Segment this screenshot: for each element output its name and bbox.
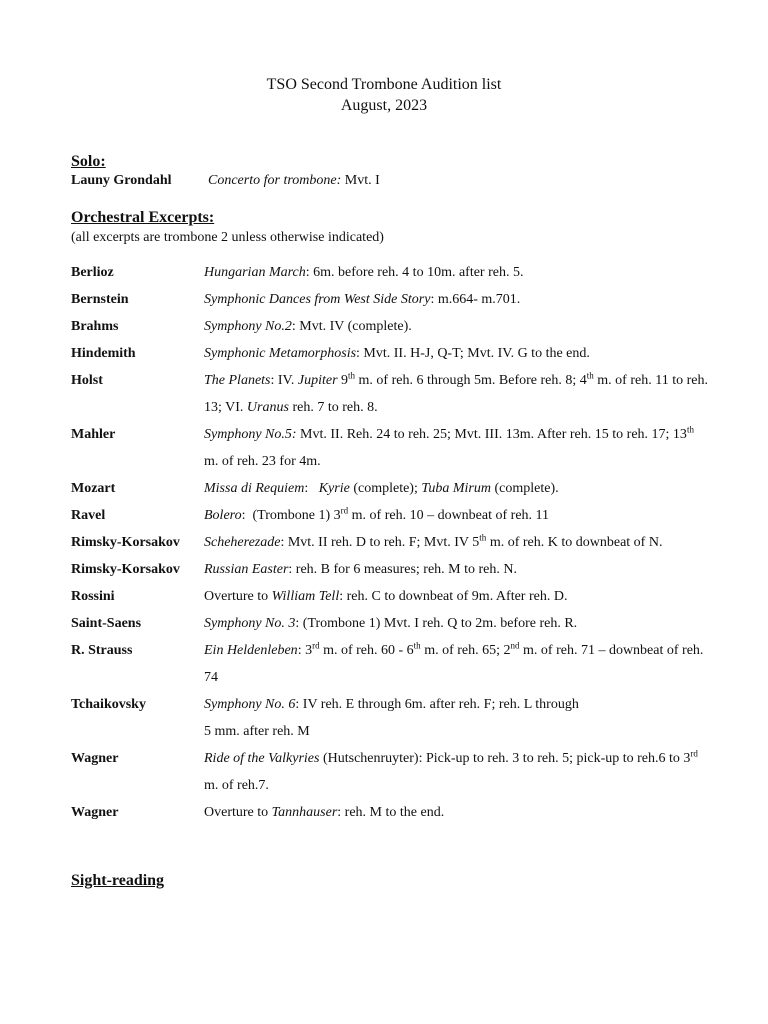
excerpt-description <box>204 286 711 313</box>
excerpt-description <box>204 583 711 610</box>
excerpt-text: (Hutschenruyter): Pick-up to reh. 3 to reh. 5; pick-up to reh.6 to 3 <box>319 751 691 766</box>
excerpt-text: The Planets <box>204 373 271 388</box>
excerpt-text: Scheherezade <box>204 535 281 550</box>
excerpt-text: Overture to <box>204 805 272 820</box>
excerpt-description <box>204 529 711 556</box>
excerpt-description <box>204 745 711 799</box>
excerpt-text: Ride of the Valkyries <box>204 751 320 766</box>
excerpt-text: : Mvt. II reh. D to reh. F; Mvt. IV 5 <box>280 535 480 550</box>
excerpt-text: (complete); <box>349 481 422 496</box>
excerpt-text: Overture to <box>204 589 272 604</box>
excerpt-text: : <box>304 481 319 496</box>
excerpt-text: Uranus <box>246 400 289 415</box>
solo-work: Concerto for trombone: <box>208 173 342 188</box>
solo-entry <box>71 172 380 190</box>
excerpt-text: William Tell <box>271 589 340 604</box>
excerpt-text: th <box>686 424 694 435</box>
orchestral-heading: Orchestral Excerpts: <box>71 209 215 226</box>
excerpt-text: (complete). <box>490 481 559 496</box>
excerpt-text: Symphony No.5: <box>204 427 297 442</box>
excerpt-row <box>71 799 711 826</box>
excerpt-text: Russian Easter <box>204 562 289 577</box>
excerpt-text: th <box>586 370 594 381</box>
excerpt-composer: Tchaikovsky <box>71 697 146 712</box>
excerpt-composer: Rossini <box>71 589 115 604</box>
excerpt-text: Symphony No. 6 <box>204 697 296 712</box>
solo-heading: Solo: <box>71 153 106 170</box>
excerpt-text: rd <box>340 505 349 516</box>
excerpt-text: th <box>479 532 487 543</box>
solo-composer: Launy Grondahl <box>71 173 172 188</box>
excerpt-description <box>204 637 711 691</box>
excerpt-row <box>71 529 711 556</box>
excerpt-text: Kyrie <box>318 481 350 496</box>
excerpt-text: m. of reh. 60 - 6 <box>319 643 414 658</box>
excerpt-description <box>204 367 711 421</box>
excerpt-composer: Wagner <box>71 751 119 766</box>
excerpt-text: rd <box>690 748 698 759</box>
excerpt-row <box>71 637 711 691</box>
excerpt-list <box>71 259 711 826</box>
excerpt-text: m. of reh. K to downbeat of N. <box>486 535 663 550</box>
excerpt-text: : 6m. before reh. 4 to 10m. after reh. 5. <box>305 265 524 280</box>
excerpt-text: : reh. M to the end. <box>337 805 445 820</box>
excerpt-row <box>71 286 711 313</box>
excerpt-row <box>71 745 711 799</box>
excerpt-description <box>204 475 711 502</box>
excerpt-text: m. of reh. 6 through 5m. Before reh. 8; 4 <box>355 373 587 388</box>
excerpt-text: th <box>348 370 356 381</box>
excerpt-text: Symphony No.2 <box>204 319 292 334</box>
excerpt-row <box>71 691 711 745</box>
excerpt-text: : IV. <box>270 373 298 388</box>
excerpt-text: : (Trombone 1) 3 <box>241 508 341 523</box>
excerpt-text: 5 mm. after reh. M <box>204 724 310 739</box>
excerpt-description <box>204 610 711 637</box>
excerpt-composer: Hindemith <box>71 346 136 361</box>
excerpt-row <box>71 502 711 529</box>
excerpt-composer: R. Strauss <box>71 643 133 658</box>
excerpt-composer: Brahms <box>71 319 119 334</box>
excerpt-text: : reh. C to downbeat of 9m. After reh. D. <box>339 589 568 604</box>
excerpt-text: Symphony No. 3 <box>204 616 296 631</box>
solo-movement: Mvt. I <box>341 173 380 188</box>
excerpt-text: m. of reh. 11 to reh. 13; VI. <box>204 373 712 415</box>
excerpt-row <box>71 421 711 475</box>
excerpt-text: Mvt. II. Reh. 24 to reh. 25; Mvt. III. 13m. After reh. 15 to reh. 17; 13 <box>296 427 687 442</box>
excerpt-text: Tannhauser <box>271 805 338 820</box>
excerpt-text: : IV reh. E through 6m. after reh. F; reh. L through <box>295 697 579 712</box>
excerpt-description <box>204 313 711 340</box>
excerpt-composer: Mahler <box>71 427 116 442</box>
excerpt-composer: Wagner <box>71 805 119 820</box>
excerpt-text: Bolero <box>204 508 242 523</box>
excerpt-text: : Mvt. II. H-J, Q-T; Mvt. IV. G to the end. <box>356 346 590 361</box>
excerpt-description <box>204 799 711 826</box>
excerpt-text: nd <box>510 640 520 651</box>
excerpt-text: m. of reh. 23 for 4m. <box>204 427 698 469</box>
excerpt-composer: Holst <box>71 373 103 388</box>
excerpt-text: Tuba Mirum <box>421 481 491 496</box>
excerpt-text: rd <box>312 640 320 651</box>
excerpt-row <box>71 367 711 421</box>
excerpt-description <box>204 556 711 583</box>
document-date: August, 2023 <box>340 97 428 114</box>
excerpt-row <box>71 610 711 637</box>
excerpt-composer: Mozart <box>71 481 116 496</box>
excerpt-text: Ein Heldenleben <box>204 643 298 658</box>
excerpt-row <box>71 259 711 286</box>
excerpt-composer: Berlioz <box>71 265 114 280</box>
sight-reading-heading: Sight-reading <box>71 872 165 889</box>
excerpt-text: : Mvt. IV (complete). <box>291 319 412 334</box>
excerpt-description <box>204 502 711 529</box>
excerpt-text: Symphonic Dances from West Side Story <box>204 292 431 307</box>
excerpt-text: reh. 7 to reh. 8. <box>288 400 378 415</box>
excerpt-text: Hungarian March <box>204 265 306 280</box>
excerpt-text: : reh. B for 6 measures; reh. M to reh. N. <box>288 562 517 577</box>
excerpt-text: th <box>413 640 421 651</box>
excerpt-text: Symphonic Metamorphosis <box>204 346 357 361</box>
excerpt-description <box>204 421 711 475</box>
excerpt-text: : m.664- m.701. <box>430 292 521 307</box>
excerpt-row <box>71 583 711 610</box>
excerpt-text: : 3 <box>297 643 313 658</box>
excerpt-text: m. of reh. 71 – downbeat of reh. 74 <box>204 643 707 685</box>
excerpt-composer: Ravel <box>71 508 106 523</box>
excerpts-note: (all excerpts are trombone 2 unless otherwise indicated) <box>71 230 384 245</box>
excerpt-composer: Rimsky-Korsakov <box>71 562 180 577</box>
excerpt-text: Jupiter <box>297 373 338 388</box>
excerpt-text: Missa di Requiem <box>204 481 305 496</box>
excerpt-row <box>71 340 711 367</box>
excerpt-text: : (Trombone 1) Mvt. I reh. Q to 2m. before reh. R. <box>295 616 578 631</box>
excerpt-row <box>71 475 711 502</box>
document-title: TSO Second Trombone Audition list <box>266 76 502 93</box>
excerpt-text: m. of reh. 65; 2 <box>420 643 511 658</box>
excerpt-composer: Saint-Saens <box>71 616 142 631</box>
excerpt-composer: Bernstein <box>71 292 129 307</box>
excerpt-text: 9 <box>337 373 349 388</box>
excerpt-text: m. of reh.7. <box>204 751 702 793</box>
excerpt-row <box>71 313 711 340</box>
excerpt-text: m. of reh. 10 – downbeat of reh. 11 <box>348 508 550 523</box>
excerpt-composer: Rimsky-Korsakov <box>71 535 180 550</box>
excerpt-description <box>204 691 711 745</box>
excerpt-description <box>204 340 711 367</box>
excerpt-row <box>71 556 711 583</box>
excerpt-description <box>204 259 711 286</box>
